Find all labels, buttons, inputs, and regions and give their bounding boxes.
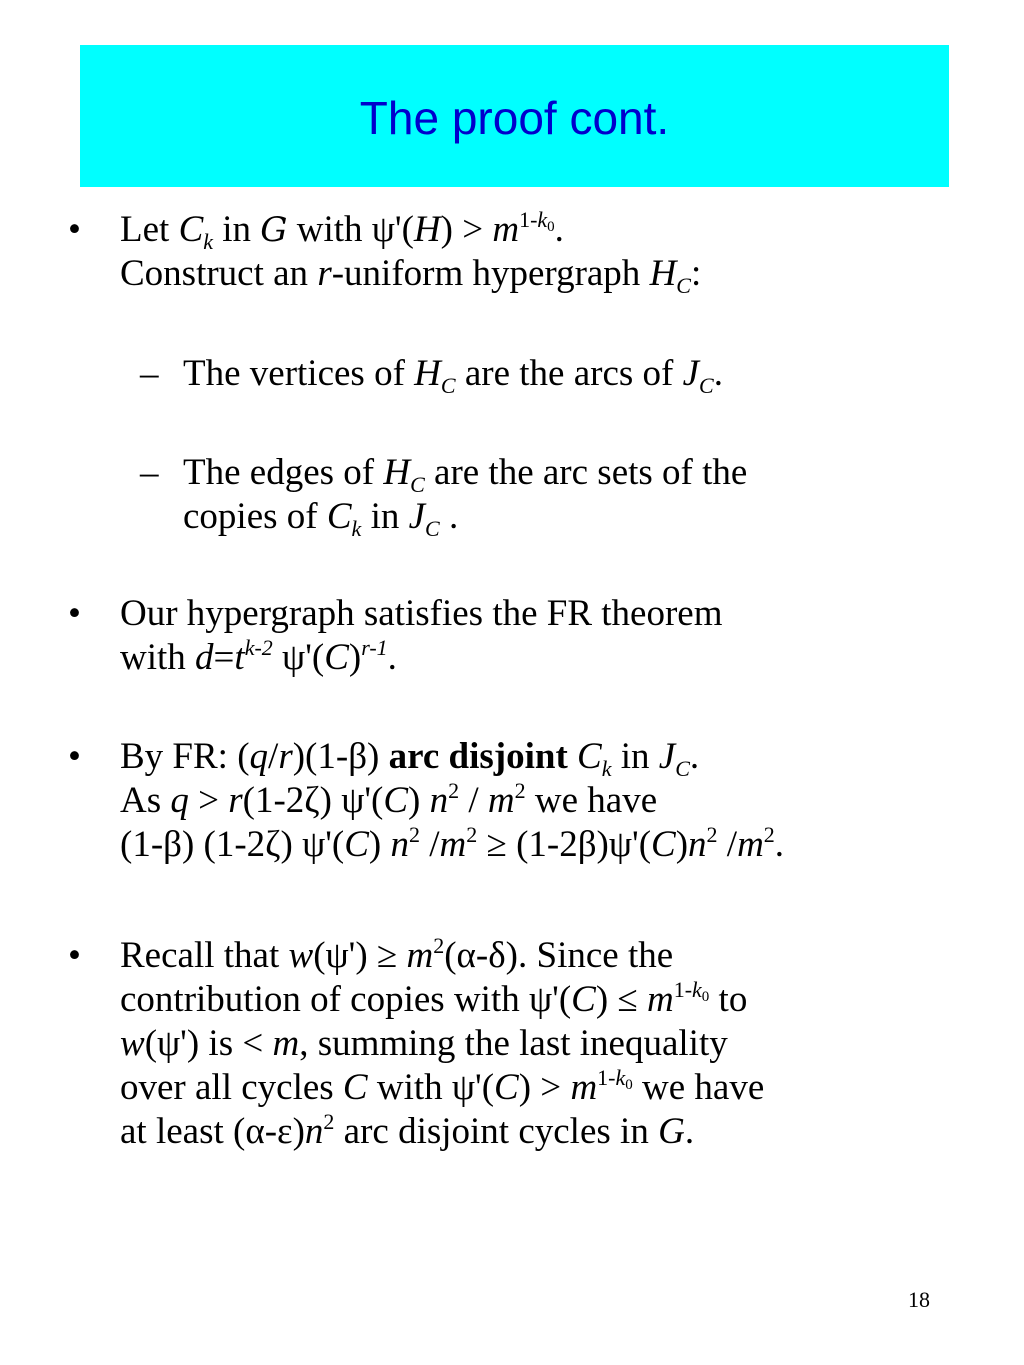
bullet-2-text: Our hypergraph satisfies the FR theorem with $d=t^{k-2}$ $\psi'(C)^{r-1}$. <box>120 593 723 678</box>
slide-title: The proof cont. <box>359 92 670 144</box>
dash-marker: – <box>140 353 159 394</box>
page-number: 18 <box>908 1287 930 1312</box>
bullet-1-line-2: Construct an r-uniform hypergraph $H_C$: <box>120 253 702 298</box>
sub-bullet-1-text: The vertices of $H_C$ are the arcs of $J_C$. <box>183 353 723 398</box>
script-g-symbol: G <box>260 210 288 250</box>
dash-marker: – <box>140 452 159 493</box>
bullet-4-text: Recall that $w(\psi') \ge m^2(\alpha-\delta)$. Since the contribution of copies with $\psi'(C) \le m^{1-k_0}$ to w(ψ') is < m, summing the last inequality over all cycles C with $\psi'(C) > m^{1-k_0}$ we have at least $(\alpha-\varepsilon)n^2$ arc disjoint cycles in G. <box>120 933 765 1152</box>
bullet-1-line-1: Let $C_k$ in G with $\psi'(H) > m^{1-k_0}$. <box>120 207 564 254</box>
sub-bullet-2-text: The edges of $H_C$ are the arc sets of the copies of $C_k$ in $J_C$ . <box>183 452 748 541</box>
title-banner <box>80 45 949 187</box>
bullet-marker: • <box>68 935 81 976</box>
bullet-1-text <box>120 208 701 296</box>
bullet-marker: • <box>68 209 81 250</box>
bullet-marker: • <box>68 593 81 634</box>
bullet-marker: • <box>68 736 81 777</box>
bullet-3-text: By FR: (q/r)(1-β) arc disjoint $C_k$ in $J_C$. As q > r(1-2ζ) ψ'(C) $n^2 / m^2$ we have (1-β) (1-2ζ) ψ'(C) $n^2$ $/m^2 \ge (1-2\beta)\psi'(C)n^2$ $/m^2$. <box>120 736 785 865</box>
